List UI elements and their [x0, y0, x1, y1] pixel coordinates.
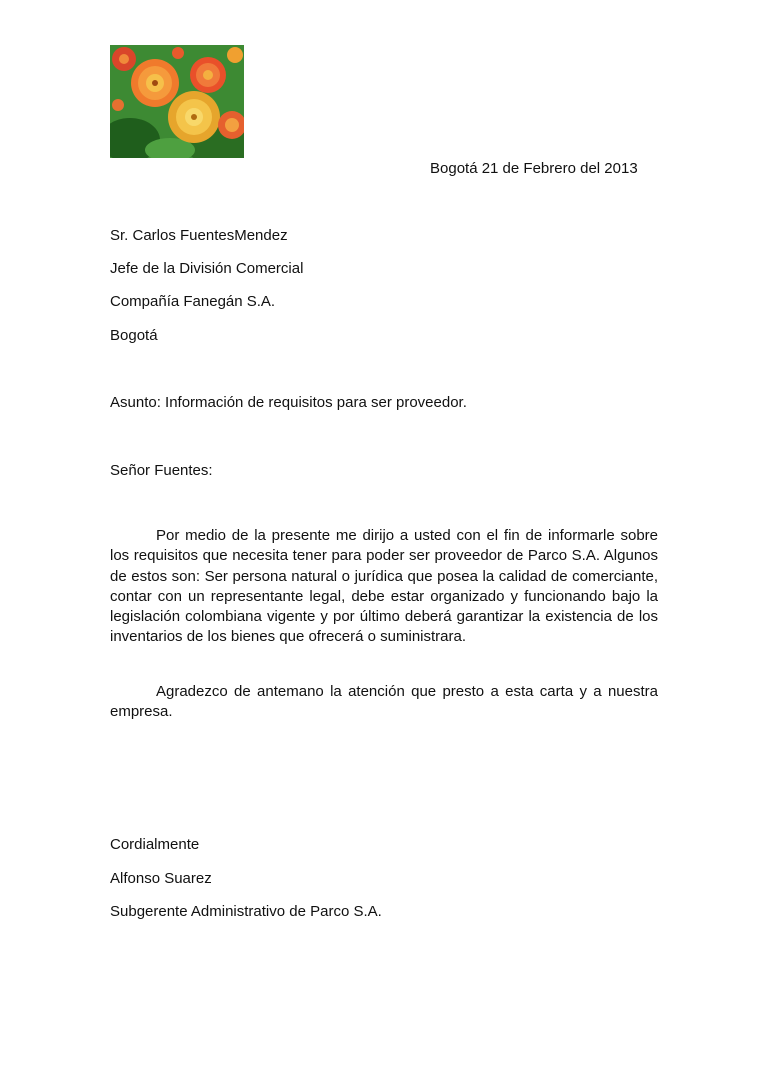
body-paragraph: Agradezco de antemano la atención que presto a esta carta y a nuestra empresa.	[110, 683, 658, 721]
letter-closing: Cordialmente	[110, 836, 200, 853]
signer-title: Subgerente Administrativo de Parco S.A.	[110, 903, 382, 920]
body-paragraph: Por medio de la presente me dirijo a usted con el fin de informarle sobre los requisitos que necesita tener para poder ser proveedor de Parco S.A. Algunos de estos son: Ser persona natural o jurídica que posea la calidad de comerciante, contar con un representante legal, debe estar organizado y funcionando bajo la legislación colombiana vigente y por último deberá garantizar la existencia de los inventarios de los bienes que ofrecerá o suministrara.	[110, 527, 658, 646]
recipient-company: Compañía Fanegán S.A.	[110, 293, 276, 310]
recipient-position: Jefe de la División Comercial	[110, 260, 304, 277]
letter-subject: Asunto: Información de requisitos para ser proveedor.	[110, 394, 467, 411]
flowers-image	[110, 45, 244, 158]
signer-name: Alfonso Suarez	[110, 870, 212, 887]
recipient-name: Sr. Carlos FuentesMendez	[110, 227, 288, 244]
recipient-city: Bogotá	[110, 327, 158, 344]
letter-date: Bogotá 21 de Febrero del 2013	[430, 160, 638, 177]
letter-greeting: Señor Fuentes:	[110, 462, 213, 479]
